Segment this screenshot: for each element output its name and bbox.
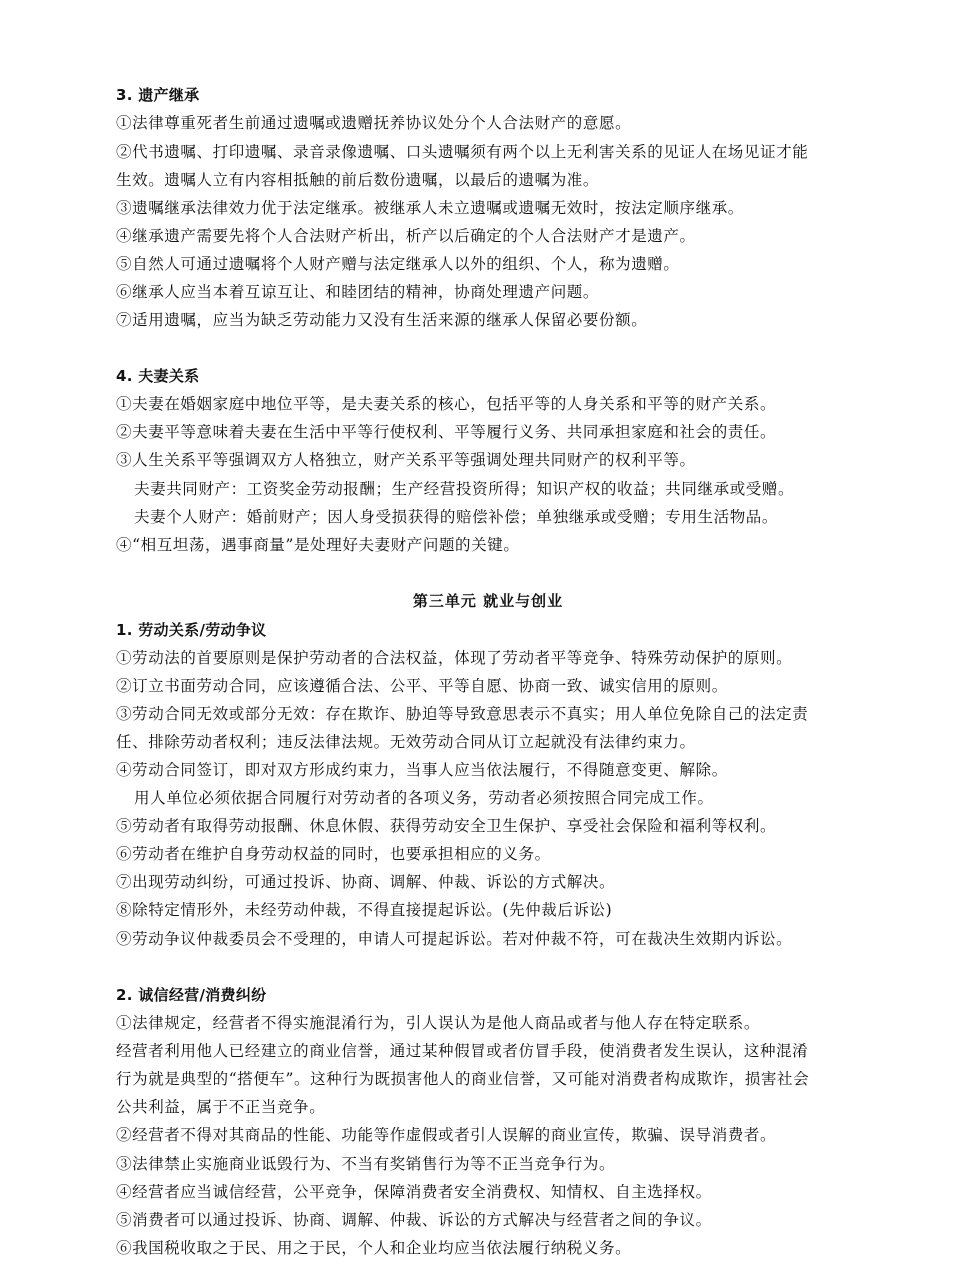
paragraph-line: ③人生关系平等强调双方人格独立，财产关系平等强调处理共同财产的权利平等。	[116, 451, 696, 469]
paragraph-line: 行为就是典型的“搭便车”。这种行为既损害他人的商业信誉，又可能对消费者构成欺诈，损害社会	[116, 1070, 810, 1088]
paragraph-line: ⑤自然人可通过遗嘱将个人财产赠与法定继承人以外的组织、个人，称为遗赠。	[116, 255, 680, 273]
paragraph-line: 夫妻个人财产：婚前财产；因人身受损获得的赔偿补偿；单独继承或受赠；专用生活物品。	[134, 508, 779, 526]
paragraph-line: ①夫妻在婚姻家庭中地位平等，是夫妻关系的核心，包括平等的人身关系和平等的财产关系。	[116, 395, 777, 413]
paragraph-line: ⑧除特定情形外，未经劳动仲裁，不得直接提起诉讼。(先仲裁后诉讼)	[116, 901, 613, 919]
paragraph-line: ⑦适用遗嘱，应当为缺乏劳动能力又没有生活来源的继承人保留必要份额。	[116, 311, 648, 329]
paragraph-line: ④劳动合同签订，即对双方形成约束力，当事人应当依法履行，不得随意变更、解除。	[116, 761, 728, 779]
paragraph-line: 夫妻共同财产：工资奖金劳动报酬；生产经营投资所得；知识产权的收益；共同继承或受赠。	[134, 480, 795, 498]
paragraph-line: ④继承遗产需要先将个人合法财产析出，析产以后确定的个人合法财产才是遗产。	[116, 227, 696, 245]
unit-title: 第三单元 就业与创业	[412, 592, 564, 610]
paragraph-line: 经营者利用他人已经建立的商业信誉，通过某种假冒或者仿冒手段，使消费者发生误认，这种混淆	[116, 1042, 809, 1060]
paragraph-line: ①法律规定，经营者不得实施混淆行为，引人误认为是他人商品或者与他人存在特定联系。	[116, 1014, 761, 1032]
paragraph-line: ②订立书面劳动合同，应该遵循合法、公平、平等自愿、协商一致、诚实信用的原则。	[116, 677, 728, 695]
paragraph-line: ⑥我国税收取之于民、用之于民，个人和企业均应当依法履行纳税义务。	[116, 1239, 632, 1257]
paragraph-line: ②经营者不得对其商品的性能、功能等作虚假或者引人误解的商业宣传，欺骗、误导消费者。	[116, 1126, 777, 1144]
paragraph-line: ①法律尊重死者生前通过遗嘱或遗赠抚养协议处分个人合法财产的意愿。	[116, 114, 632, 132]
paragraph-line: ⑤劳动者有取得劳动报酬、休息休假、获得劳动安全卫生保护、享受社会保险和福利等权利。	[116, 817, 777, 835]
section-heading-marriage: 4. 夫妻关系	[116, 367, 200, 385]
paragraph-line: 生效。遗嘱人立有内容相抵触的前后数份遗嘱，以最后的遗嘱为准。	[116, 171, 600, 189]
paragraph-line: ①劳动法的首要原则是保护劳动者的合法权益，体现了劳动者平等竞争、特殊劳动保护的原则。	[116, 649, 793, 667]
paragraph-line: ④经营者应当诚信经营，公平竞争，保障消费者安全消费权、知情权、自主选择权。	[116, 1183, 712, 1201]
paragraph-line: ③劳动合同无效或部分无效：存在欺诈、胁迫等导致意思表示不真实；用人单位免除自己的法定责	[116, 705, 809, 723]
section-heading-labor: 1. 劳动关系/劳动争议	[116, 621, 267, 639]
paragraph-line: 任、排除劳动者权利；违反法律法规。无效劳动合同从订立起就没有法律约束力。	[116, 733, 696, 751]
paragraph-line: ④“相互坦荡，遇事商量”是处理好夫妻财产问题的关键。	[116, 536, 520, 554]
section-heading-business: 2. 诚信经营/消费纠纷	[116, 986, 267, 1004]
paragraph-line: ⑦出现劳动纠纷，可通过投诉、协商、调解、仲裁、诉讼的方式解决。	[116, 873, 616, 891]
paragraph-line: ⑥继承人应当本着互谅互让、和睦团结的精神，协商处理遗产问题。	[116, 283, 600, 301]
paragraph-line: ⑥劳动者在维护自身劳动权益的同时，也要承担相应的义务。	[116, 845, 551, 863]
section-heading-inheritance: 3. 遗产继承	[116, 86, 200, 104]
paragraph-line: ⑨劳动争议仲裁委员会不受理的，申请人可提起诉讼。若对仲裁不符，可在裁决生效期内诉讼。	[116, 930, 793, 948]
paragraph-line: ③遗嘱继承法律效力优于法定继承。被继承人未立遗嘱或遗嘱无效时，按法定顺序继承。	[116, 199, 744, 217]
paragraph-line: ②代书遗嘱、打印遗嘱、录音录像遗嘱、口头遗嘱须有两个以上无利害关系的见证人在场见证才能	[116, 143, 809, 161]
paragraph-line: ②夫妻平等意味着夫妻在生活中平等行使权利、平等履行义务、共同承担家庭和社会的责任。	[116, 423, 777, 441]
paragraph-line: 公共利益，属于不正当竞争。	[116, 1098, 326, 1116]
paragraph-line: ⑤消费者可以通过投诉、协商、调解、仲裁、诉讼的方式解决与经营者之间的争议。	[116, 1211, 712, 1229]
paragraph-line: 用人单位必须依据合同履行对劳动者的各项义务，劳动者必须按照合同完成工作。	[134, 789, 714, 807]
paragraph-line: ③法律禁止实施商业诋毁行为、不当有奖销售行为等不正当竞争行为。	[116, 1155, 616, 1173]
